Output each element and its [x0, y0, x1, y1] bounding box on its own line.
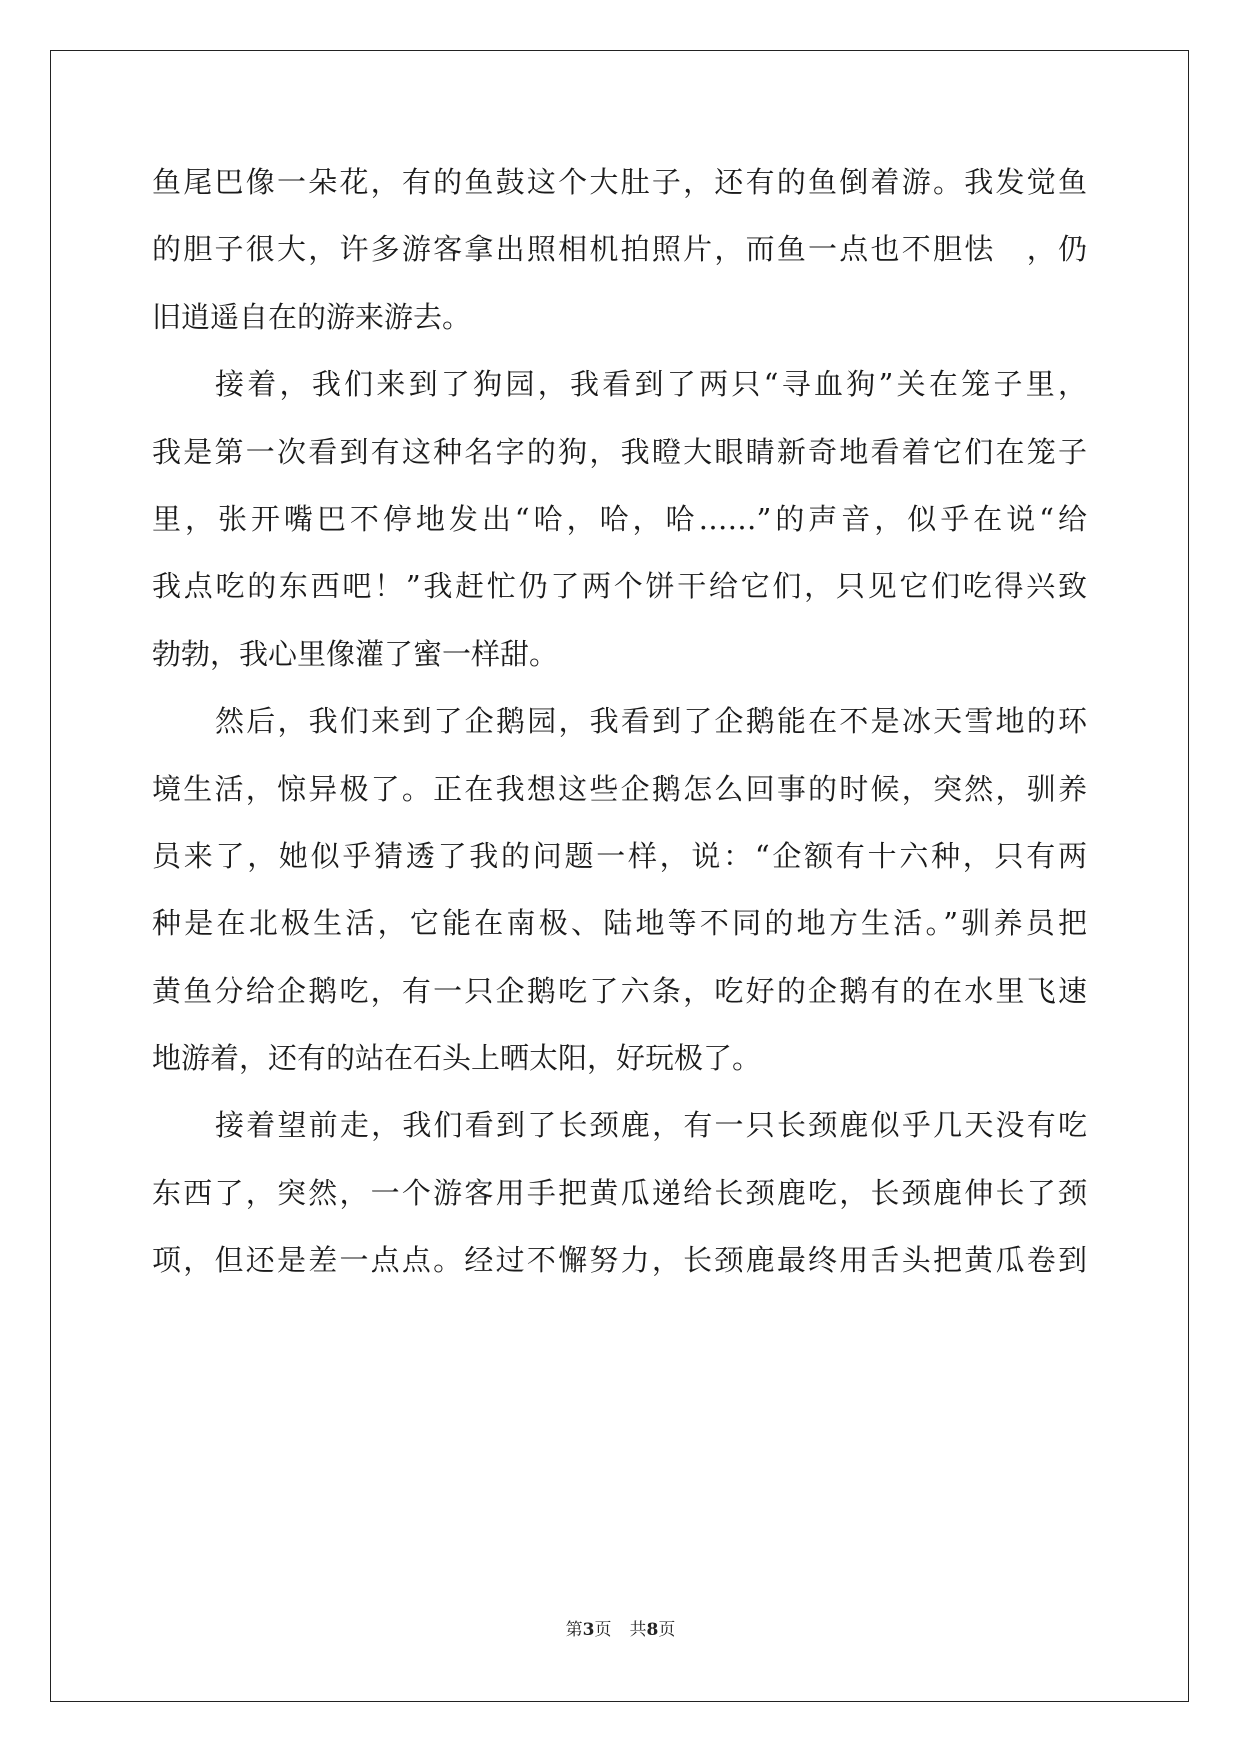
page-total-prefix: 共	[629, 1620, 647, 1640]
text-line: 东西了，突然，一个游客用手把黄瓜递给长颈鹿吃，长颈鹿伸长了颈	[152, 1175, 1087, 1210]
text-line: 地游着，还有的站在石头上晒太阳，好玩极了。	[152, 1041, 762, 1076]
page-number-suffix: 页	[594, 1620, 612, 1640]
document-body	[152, 162, 1087, 1308]
text-line: 的胆子很大，许多游客拿出照相机拍照片，而鱼一点也不胆怯 ，仍	[152, 232, 1087, 267]
text-line: 接着望前走，我们看到了长颈鹿，有一只长颈鹿似乎几天没有吃	[215, 1108, 1087, 1143]
text-line: 境生活，惊异极了。正在我想这些企鹅怎么回事的时候，突然，驯养	[152, 771, 1087, 806]
page-number-prefix: 第	[565, 1620, 583, 1640]
text-line: 我是第一次看到有这种名字的狗，我瞪大眼睛新奇地看着它们在笼子	[152, 434, 1087, 469]
page-footer	[0, 1620, 1241, 1640]
text-line: 旧逍遥自在的游来游去。	[152, 299, 472, 334]
text-line: 里，张开嘴巴不停地发出“哈，哈，哈……”的声音，似乎在说“给	[152, 501, 1087, 536]
text-line: 我点吃的东西吧！”我赶忙仍了两个饼干给它们，只见它们吃得兴致	[152, 569, 1087, 604]
text-line: 员来了，她似乎猜透了我的问题一样，说：“企额有十六种，只有两	[152, 838, 1087, 873]
page-total-suffix: 页	[658, 1620, 676, 1640]
text-line: 项，但还是差一点点。经过不懈努力，长颈鹿最终用舌头把黄瓜卷到	[152, 1243, 1087, 1278]
page-number-current: 3	[582, 1620, 595, 1640]
text-line: 种是在北极生活，它能在南极、陆地等不同的地方生活。”驯养员把	[152, 906, 1087, 941]
text-line: 黄鱼分给企鹅吃，有一只企鹅吃了六条，吃好的企鹅有的在水里飞速	[152, 973, 1087, 1008]
text-line: 接着，我们来到了狗园，我看到了两只“寻血狗”关在笼子里，	[215, 367, 1087, 402]
text-line: 鱼尾巴像一朵花，有的鱼鼓这个大肚子，还有的鱼倒着游。我发觉鱼	[152, 165, 1087, 199]
text-line: 勃勃，我心里像灌了蜜一样甜。	[152, 636, 559, 671]
page-total: 8	[646, 1620, 659, 1640]
text-line: 然后，我们来到了企鹅园，我看到了企鹅能在不是冰天雪地的环	[215, 704, 1087, 739]
